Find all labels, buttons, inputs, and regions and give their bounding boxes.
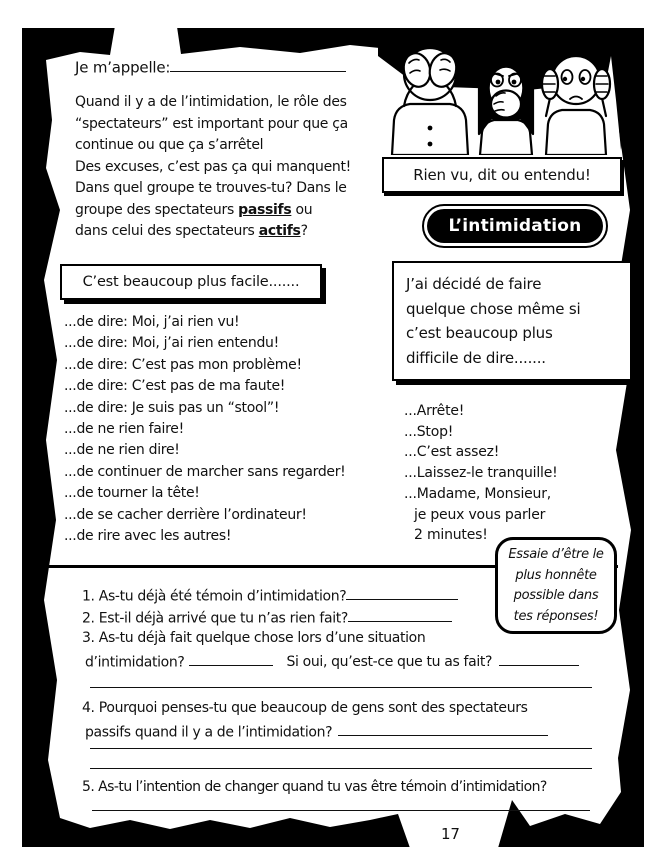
hard-heading-line: difficile de dire.......	[406, 348, 546, 367]
hard-heading-line: J’ai décidé de faire	[406, 275, 542, 293]
list-item: ...de dire: Moi, j’ai rien entendu!	[64, 335, 279, 352]
actifs-keyword: actifs	[258, 223, 301, 239]
passifs-keyword: passifs	[238, 201, 292, 218]
caption-box	[382, 157, 622, 193]
advice-bubble	[495, 537, 617, 634]
intro-line: dans celui des spectateurs actifs?	[75, 223, 308, 239]
question-1: 1. As-tu déjà été témoin d’intimidation?	[82, 586, 458, 604]
answer-blank	[499, 652, 579, 666]
question-4: 4. Pourquoi penses-tu que beaucoup de gens sont des spectateurs	[82, 700, 528, 716]
list-item: ...de dire: Moi, j’ai rien vu!	[64, 314, 240, 330]
page-number: 17	[441, 825, 460, 843]
answer-blank	[90, 687, 592, 688]
list-item: ...de ne rien dire!	[64, 442, 180, 459]
list-item: ...Madame, Monsieur,	[404, 485, 552, 502]
list-item: ...de ne rien faire!	[64, 421, 184, 438]
page-title: L’intimidation	[427, 209, 603, 243]
easy-list	[64, 312, 345, 547]
hard-heading-line: c’est beaucoup plus	[406, 324, 553, 342]
caption-text: Rien vu, dit ou entendu!	[413, 166, 591, 184]
list-item: ...de tourner la tête!	[64, 485, 200, 502]
easy-heading-text: C’est beaucoup plus facile.......	[82, 274, 300, 290]
intro-line: continue ou que ça s’arrêtel	[75, 137, 264, 153]
list-item: ...Stop!	[404, 423, 454, 440]
intro-line: “spectateurs” est important pour que ça	[75, 115, 348, 132]
list-item: ...de se cacher derrière l’ordinateur!	[64, 506, 307, 523]
bubble-line: possible dans	[513, 588, 599, 603]
see-speak-hear-no-evil-cartoon	[378, 30, 640, 155]
answer-blank	[348, 608, 452, 622]
answer-blank	[90, 768, 592, 769]
intro-line: groupe des spectateurs passifs ou	[75, 201, 313, 218]
list-item: ...de dire: Je suis pas un “stool”!	[64, 399, 280, 416]
title-pill	[422, 204, 608, 248]
name-line	[75, 57, 346, 76]
intro-paragraph	[75, 92, 351, 243]
list-item: ...de dire: C’est pas de ma faute!	[64, 378, 286, 395]
speak-no-evil-figure	[479, 45, 533, 155]
answer-blank	[90, 748, 592, 749]
intro-line: Quand il y a de l’intimidation, le rôle des	[75, 94, 347, 110]
easy-heading-box	[60, 264, 322, 300]
answer-blank	[338, 722, 548, 736]
question-2: 2. Est-il déjà arrivé que tu n’as rien fait?	[82, 608, 452, 626]
list-item: ...de dire: C’est pas mon problème!	[64, 356, 302, 373]
name-blank-line	[170, 57, 346, 72]
bubble-line: Essaie d’être le	[508, 547, 604, 562]
question-5: 5. As-tu l’intention de changer quand tu vas être témoin d’intimidation?	[82, 779, 547, 795]
bubble-line: plus honnête	[515, 567, 597, 583]
intro-line: Dans quel groupe te trouves-tu? Dans le	[75, 180, 347, 196]
list-item: ...de continuer de marcher sans regarder!	[64, 463, 346, 480]
list-item: 2 minutes!	[414, 527, 488, 544]
list-item: ...C’est assez!	[404, 444, 500, 461]
question-3: 3. As-tu déjà fait quelque chose lors d’une situation	[82, 630, 426, 646]
list-item: je peux vous parler	[414, 506, 546, 523]
answer-blank	[92, 810, 590, 811]
hard-list	[404, 401, 558, 546]
answer-blank	[346, 586, 458, 600]
list-item: ...Laissez-le tranquille!	[404, 465, 558, 482]
hard-heading-box	[392, 261, 632, 381]
hard-heading-line: quelque chose même si	[406, 299, 581, 318]
question-3-continued: d’intimidation? Si oui, qu’est-ce que tu as fait?	[85, 652, 579, 670]
see-no-evil-figure	[392, 48, 468, 155]
list-item: ...de rire avec les autres!	[64, 528, 232, 545]
question-4-continued: passifs quand il y a de l’intimidation?	[85, 722, 548, 740]
list-item: ...Arrête!	[404, 403, 465, 419]
intro-line: Des excuses, c’est pas ça qui manquent!	[75, 158, 351, 175]
answer-blank	[189, 652, 273, 666]
bubble-line: tes réponses!	[513, 608, 599, 624]
name-label: Je m’appelle:	[75, 58, 171, 77]
